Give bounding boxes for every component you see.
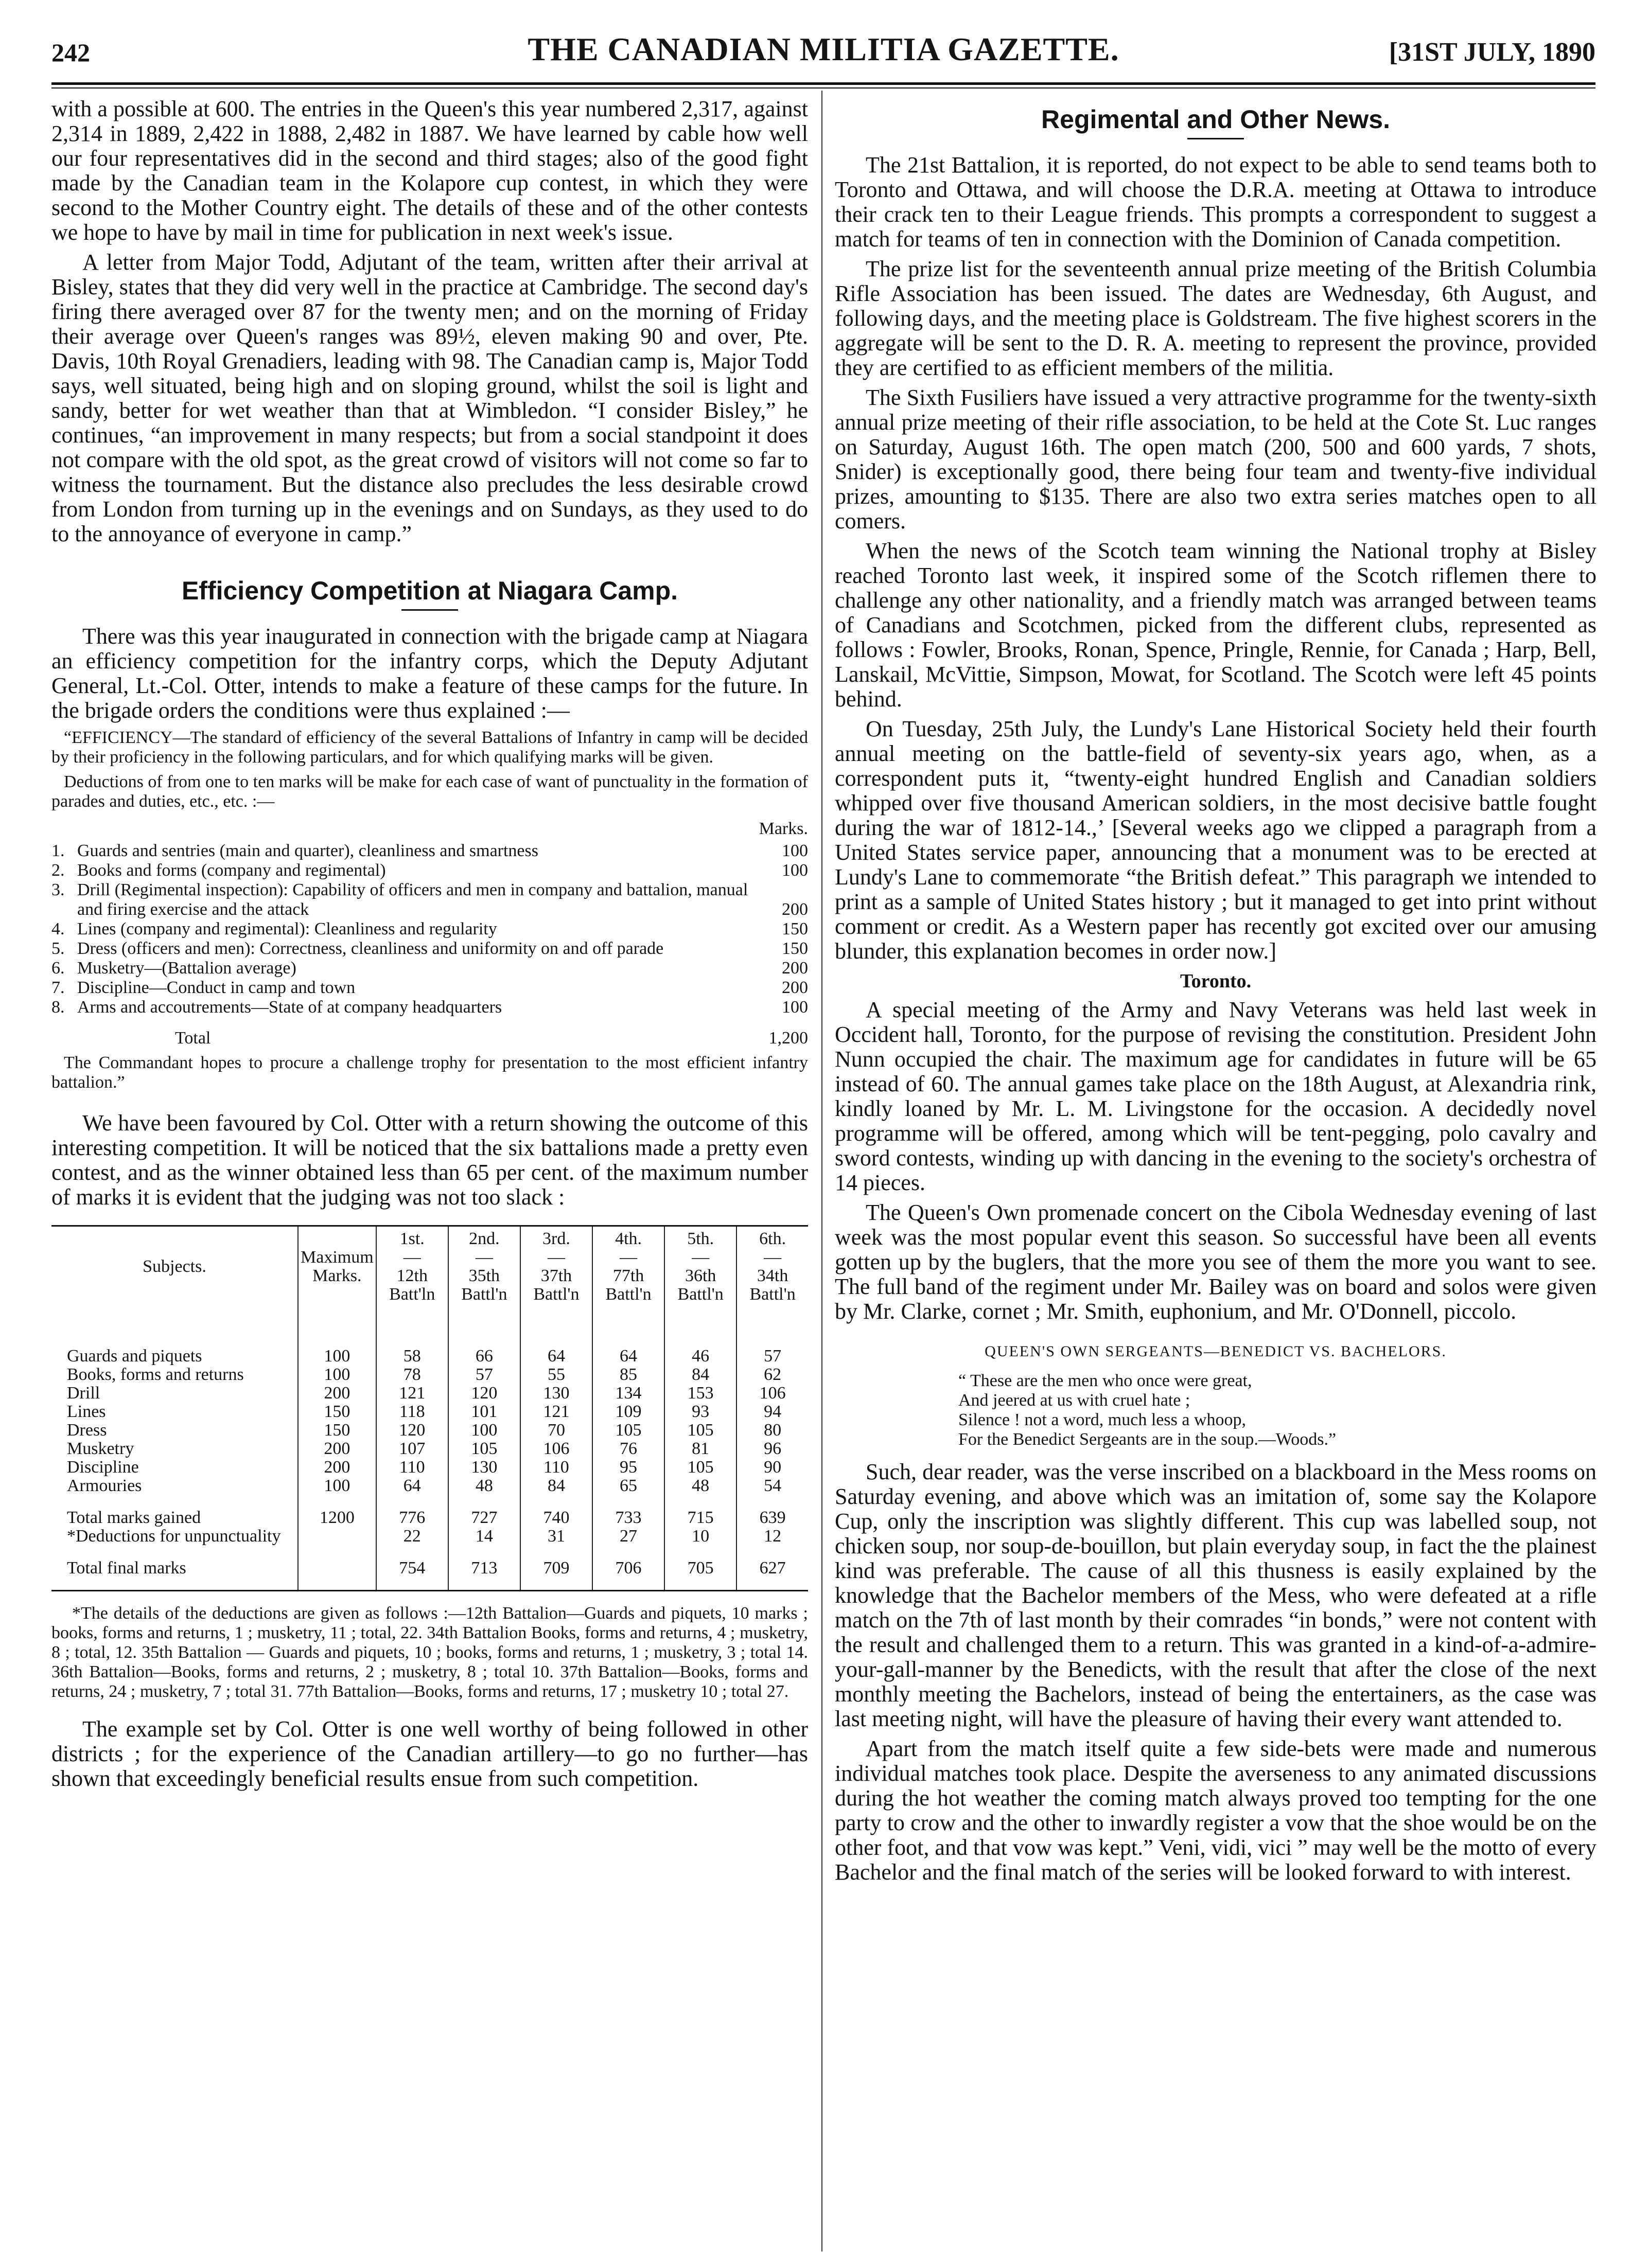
verse-line: For the Benedict Sergeants are in the soup.—Woods.” bbox=[958, 1430, 1337, 1449]
row-value: 80 bbox=[736, 1421, 808, 1440]
row-subject: Armouries bbox=[67, 1476, 142, 1495]
heading-rule bbox=[1187, 138, 1244, 139]
article-paragraph: The Queen's Own promenade concert on the Cibola Wednesday evening of last week was the most popular event this season. So successful have been all events gotten up by the buglers, that the more you see of them the more you want to see. The full band of the regiment under Mr. Bailey was on board and solos were given by Mr. Clarke, cornet ; Mr. Smith, euphonium, and Mr. O'Donnell, piccolo. bbox=[835, 1200, 1597, 1324]
condition-row bbox=[51, 959, 808, 978]
row-value: 740 bbox=[520, 1495, 592, 1527]
battalion-header-rank: 1st. bbox=[399, 1229, 425, 1248]
row-max-marks bbox=[298, 1546, 376, 1591]
row-max-marks: 200 bbox=[298, 1458, 376, 1477]
battalion-header-batt: 35th bbox=[468, 1266, 500, 1285]
condition-number: 8. bbox=[51, 998, 65, 1017]
battalion-column-header bbox=[376, 1226, 448, 1317]
battalion-header-unit: Battl'n bbox=[605, 1285, 652, 1304]
row-subject: Drill bbox=[67, 1384, 100, 1403]
row-subject: Discipline bbox=[67, 1458, 139, 1477]
row-value: 48 bbox=[448, 1477, 520, 1495]
row-value: 62 bbox=[736, 1366, 808, 1384]
row-value: 105 bbox=[664, 1458, 736, 1477]
row-value: 90 bbox=[736, 1458, 808, 1477]
row-value: 65 bbox=[592, 1477, 664, 1495]
table-row bbox=[51, 1403, 808, 1421]
heading-rule bbox=[401, 609, 458, 611]
row-value: 109 bbox=[592, 1403, 664, 1421]
row-value: 121 bbox=[520, 1403, 592, 1421]
row-value: 84 bbox=[520, 1477, 592, 1495]
row-value: 94 bbox=[736, 1403, 808, 1421]
condition-marks: 200 bbox=[782, 900, 808, 919]
condition-row bbox=[51, 861, 808, 880]
header-dash: — bbox=[403, 1248, 421, 1267]
subheading-toronto: Toronto. bbox=[1180, 970, 1252, 992]
condition-marks: 200 bbox=[782, 978, 808, 997]
row-value: 76 bbox=[592, 1440, 664, 1458]
table-row bbox=[51, 1316, 808, 1366]
row-value: 101 bbox=[448, 1403, 520, 1421]
article-paragraph: Such, dear reader, was the verse inscribed on a blackboard in the Mess rooms on Saturday evening, and above which was an imitation of, some say the Kolapore Cup, only the inscription was slightly different. This cup was labelled soup, not chicken soup, nor soup-de-bouillon, but plain everyday soup, in fact the the plainest kind was preferable. The cause of all this thusness is easily explained by the knowledge that the Bachelor members of the Mess, who were defeated at a rifle match on the 7th of last month by their comrades “in bonds,” were not content with the result and challenged them to a return. This was granted in a kind-of-a-admire-your-gall-manner by the Benedicts, with the result that after the close of the next monthly meeting the Bachelors, instead of being the entertainers, as the case was last meeting night, will have the pleasure of having their every want attended to. bbox=[835, 1459, 1597, 1731]
article-paragraph: Apart from the match itself quite a few side-bets were made and numerous individual matches took place. Despite the averseness to any animated discussions during the hot weather the coming match always proved too tempting for the one party to crow and the other to inwardly register a vow that the shoe would be on the other foot, and that vow was kept.” Veni, vidi, vici ” may well be the motto of every Bachelor and the final match of the series will be looked forward to with interest. bbox=[835, 1736, 1597, 1885]
header-dash: — bbox=[547, 1248, 565, 1267]
condition-row bbox=[51, 978, 808, 998]
section-heading-regimental: Regimental and Other News. bbox=[1041, 105, 1390, 134]
row-value: 118 bbox=[376, 1403, 448, 1421]
row-value: 105 bbox=[664, 1421, 736, 1440]
masthead bbox=[51, 31, 1595, 78]
table-row bbox=[51, 1421, 808, 1440]
header-rule bbox=[51, 82, 1595, 85]
battalion-header-rank: 2nd. bbox=[469, 1229, 500, 1248]
battalion-header-unit: Battl'n bbox=[461, 1285, 507, 1304]
battalion-column-header bbox=[736, 1226, 808, 1317]
battalion-header-batt: 37th bbox=[540, 1266, 572, 1285]
article-paragraph: with a possible at 600. The entries in the Queen's this year numbered 2,317, against 2,314 in 1889, 2,422 in 1888, 2,482 in 1887. We have learned by cable how well our four representatives did in the second and third stages; also of the good fight made by the Canadian team in the Kolapore cup contest, in which they were second to the Mother Country eight. The details of these and of the other contests we hope to have by mail in time for publication in next week's issue. bbox=[51, 97, 808, 245]
row-value: 58 bbox=[376, 1316, 448, 1366]
condition-number: 6. bbox=[51, 959, 65, 978]
row-max-marks: 1200 bbox=[298, 1495, 376, 1527]
row-value: 95 bbox=[592, 1458, 664, 1477]
condition-row bbox=[51, 939, 808, 959]
battalion-header-batt: 34th bbox=[757, 1266, 788, 1285]
marks-header: Marks. bbox=[759, 819, 808, 838]
article-paragraph: The 21st Battalion, it is reported, do not expect to be able to send teams both to Toronto and Ottawa, and will choose the D.R.A. meeting at Ottawa to introduce their crack ten to their League friends. This prompts a correspondent to suggest a match for teams of ten in connection with the Dominion of Canada competition. bbox=[835, 152, 1597, 252]
row-subject: Books, forms and returns bbox=[67, 1365, 244, 1384]
total-label: Total bbox=[175, 1029, 211, 1048]
row-value: 709 bbox=[520, 1546, 592, 1591]
max-marks-header: Maximum Marks. bbox=[298, 1226, 376, 1317]
row-value: 70 bbox=[520, 1421, 592, 1440]
row-value: 64 bbox=[592, 1316, 664, 1366]
condition-number: 3. bbox=[51, 880, 65, 899]
footnote: *The details of the deductions are given as follows :—12th Battalion—Guards and piquets, 10 marks ; books, forms and returns, 1 ; musketry, 11 ; total, 22. 34th Battalion Books, forms and returns, 4 ; musketry, 8 ; total, 12. 35th Battalion — Guards and piquets, 10 ; books, forms and returns, 1 ; musketry, 3 ; total 14. 36th Battalion—Books, forms and returns, 2 ; musketry, 8 ; total 10. 37th Battalion—Books, forms and returns, 24 ; musketry, 7 ; total 31. 77th Battalion—Books, forms and returns, 17 ; musketry 10 ; total 27. bbox=[51, 1604, 808, 1701]
row-value: 153 bbox=[664, 1384, 736, 1403]
row-value: 639 bbox=[736, 1495, 808, 1527]
condition-row bbox=[51, 998, 808, 1017]
condition-marks: 100 bbox=[782, 841, 808, 860]
row-value: 120 bbox=[448, 1384, 520, 1403]
quoted-order: The Commandant hopes to procure a challenge trophy for presentation to the most efficient infantry battalion.” bbox=[51, 1053, 808, 1092]
row-value: 93 bbox=[664, 1403, 736, 1421]
header-dash: — bbox=[475, 1248, 493, 1267]
row-value: 727 bbox=[448, 1495, 520, 1527]
battalion-header-rank: 5th. bbox=[687, 1229, 714, 1248]
row-max-marks: 150 bbox=[298, 1403, 376, 1421]
condition-text: Arms and accoutrements—State of at company headquarters bbox=[77, 998, 502, 1017]
row-subject: Musketry bbox=[67, 1439, 134, 1458]
total-value: 1,200 bbox=[768, 1029, 808, 1048]
condition-number: 5. bbox=[51, 939, 65, 958]
condition-text: Books and forms (company and regimental) bbox=[77, 861, 386, 880]
article-paragraph: On Tuesday, 25th July, the Lundy's Lane Historical Society held their fourth annual meeting on the battle-field of seventy-six years ago, when, as a correspondent puts it, “twenty-eight hundred English and Canadian soldiers whipped over five thousand American soldiers, in the most decisive battle fought during the war of 1812-14.,’ [Several weeks ago we clipped a paragraph from a United States service paper, announcing that a monument was to be erected at Lundy's Lane to commemorate “the British defeat.” This paragraph we intended to print as a sample of United States history ; but it managed to get into print without comment or credit. As a Western paper has recently got excited over our amusing blunder, this explanation becomes in order now.] bbox=[835, 716, 1597, 964]
condition-number: 7. bbox=[51, 978, 65, 997]
row-subject: Lines bbox=[67, 1402, 106, 1421]
verse bbox=[958, 1371, 1597, 1449]
row-value: 31 bbox=[520, 1527, 592, 1546]
row-value: 110 bbox=[376, 1458, 448, 1477]
table-row bbox=[51, 1384, 808, 1403]
row-value: 54 bbox=[736, 1477, 808, 1495]
row-value: 130 bbox=[520, 1384, 592, 1403]
right-column bbox=[835, 97, 1597, 2253]
row-value: 46 bbox=[664, 1316, 736, 1366]
battalion-header-unit: Battl'n bbox=[533, 1285, 580, 1304]
row-value: 105 bbox=[448, 1440, 520, 1458]
battalion-header-unit: Battl'n bbox=[749, 1285, 796, 1304]
article-paragraph: The prize list for the seventeenth annual prize meeting of the British Columbia Rifle Association has been issued. The dates are Wednesday, 6th August, and following days, and the meeting place is Goldstream. The five highest scorers in the aggregate will be sent to the D. R. A. meeting to represent the province, provided they are certified to as efficient members of the militia. bbox=[835, 256, 1597, 380]
row-value: 14 bbox=[448, 1527, 520, 1546]
condition-text: Dress (officers and men): Correctness, cleanliness and uniformity on and off parade bbox=[77, 939, 664, 958]
table-row bbox=[51, 1458, 808, 1477]
condition-number: 4. bbox=[51, 919, 65, 938]
verse-line: And jeered at us with cruel hate ; bbox=[958, 1391, 1190, 1410]
battalion-header-batt: 36th bbox=[685, 1266, 716, 1285]
article-paragraph: The example set by Col. Otter is one well worthy of being followed in other districts ; for the experience of the Canadian artillery—to go no further—has shown that exceedingly beneficial results ensue from such competition. bbox=[51, 1716, 808, 1791]
condition-row bbox=[51, 919, 808, 939]
row-max-marks: 100 bbox=[298, 1477, 376, 1495]
condition-text: Musketry—(Battalion average) bbox=[77, 959, 296, 978]
battalion-header-rank: 3rd. bbox=[542, 1229, 570, 1248]
row-value: 81 bbox=[664, 1440, 736, 1458]
row-value: 64 bbox=[376, 1477, 448, 1495]
row-value: 106 bbox=[520, 1440, 592, 1458]
row-subject: Total final marks bbox=[67, 1558, 186, 1578]
row-value: 627 bbox=[736, 1546, 808, 1591]
row-value: 10 bbox=[664, 1527, 736, 1546]
row-value: 12 bbox=[736, 1527, 808, 1546]
battalion-header-rank: 4th. bbox=[615, 1229, 642, 1248]
row-value: 754 bbox=[376, 1546, 448, 1591]
row-max-marks: 100 bbox=[298, 1366, 376, 1384]
table-row bbox=[51, 1495, 808, 1527]
condition-row bbox=[51, 880, 808, 919]
row-subject: *Deductions for unpunctuality bbox=[67, 1527, 281, 1546]
condition-text: Discipline—Conduct in camp and town bbox=[77, 978, 356, 997]
row-value: 55 bbox=[520, 1366, 592, 1384]
row-value: 57 bbox=[448, 1366, 520, 1384]
section-heading-efficiency: Efficiency Competition at Niagara Camp. bbox=[181, 576, 678, 605]
row-value: 120 bbox=[376, 1421, 448, 1440]
condition-text: Guards and sentries (main and quarter), cleanliness and smartness bbox=[77, 841, 538, 860]
battalion-column-header bbox=[448, 1226, 520, 1317]
table-row bbox=[51, 1477, 808, 1495]
quoted-order: “EFFICIENCY—The standard of efficiency of the several Battalions of Infantry in camp will be decided by their proficiency in the following particulars, and for which qualifying marks will be given. bbox=[51, 728, 808, 767]
condition-row bbox=[51, 841, 808, 861]
battalion-column-header bbox=[592, 1226, 664, 1317]
header-rule-thin bbox=[51, 87, 1595, 88]
row-subject: Guards and piquets bbox=[67, 1346, 202, 1366]
column-divider bbox=[821, 91, 822, 2252]
row-max-marks: 100 bbox=[298, 1316, 376, 1366]
row-value: 706 bbox=[592, 1546, 664, 1591]
row-max-marks: 200 bbox=[298, 1384, 376, 1403]
article-paragraph: The Sixth Fusiliers have issued a very attractive programme for the twenty-sixth annual prize meeting of their rifle association, to be held at the Cote St. Luc ranges on Saturday, August 16th. The open match (200, 500 and 600 yards, 7 shots, Snider) is exceptionally good, there being four team and twenty-five individual prizes, amounting to $135. There are also two extra series matches open to all comers. bbox=[835, 385, 1597, 534]
quoted-order: Deductions of from one to ten marks will be make for each case of want of punctuality in the formation of parades and duties, etc., etc. :— bbox=[51, 772, 808, 811]
article-paragraph: When the news of the Scotch team winning the National trophy at Bisley reached Toronto last week, it inspired some of the Scotch riflemen there to challenge any other nationality, and a friendly match was arranged between teams of Canadians and Scotchmen, picked from the different clubs, represented as follows : Fowler, Brooks, Ronan, Spence, Pringle, Rennie, for Canada ; Harp, Bell, Lanskail, McVittie, Simpson, Mowat, for Scotland. The Scotch were left 45 points behind. bbox=[835, 538, 1597, 712]
left-column bbox=[51, 97, 808, 2253]
table-row bbox=[51, 1527, 808, 1546]
verse-line: “ These are the men who once were great, bbox=[958, 1371, 1252, 1390]
header-dash: — bbox=[764, 1248, 782, 1267]
row-value: 705 bbox=[664, 1546, 736, 1591]
article-paragraph: We have been favoured by Col. Otter with a return showing the outcome of this interesting competition. It will be noticed that the six battalions made a pretty even contest, and as the winner obtained less than 65 per cent. of the maximum number of marks it is evident that the judging was not too slack : bbox=[51, 1110, 808, 1210]
article-paragraph: A letter from Major Todd, Adjutant of the team, written after their arrival at Bisley, states that they did very well in the practice at Cambridge. The second day's firing there averaged over 87 for the twenty men; and on the morning of Friday their average over Queen's ranges was 89½, eleven making 90 and over, Pte. Davis, 10th Royal Grenadiers, leading with 98. The Canadian camp is, Major Todd says, well situated, being high and on sloping ground, whilst the soil is light and sandy, better for wet weather than that at Wimbledon. “I consider Bisley,” he continues, “an improvement in many respects; but from a social standpoint it does not compare with the old spot, as the great crowd of visitors will not come so far to witness the tournament. But the distance also precludes the less desirable crowd from London from turning up in the evenings and on Sundays, as they used to do to the annoyance of everyone in camp.” bbox=[51, 250, 808, 546]
row-value: 66 bbox=[448, 1316, 520, 1366]
subjects-header: Subjects. bbox=[143, 1257, 206, 1276]
row-value: 776 bbox=[376, 1495, 448, 1527]
row-value: 78 bbox=[376, 1366, 448, 1384]
header-dash: — bbox=[620, 1248, 638, 1267]
article-paragraph: There was this year inaugurated in connection with the brigade camp at Niagara an efficiency competition for the infantry corps, which the Deputy Adjutant General, Lt.-Col. Otter, intends to make a feature of these camps for the future. In the brigade orders the conditions were thus explained :— bbox=[51, 624, 808, 723]
condition-number: 1. bbox=[51, 841, 65, 860]
battalion-header-unit: Batt'ln bbox=[389, 1285, 435, 1304]
row-value: 121 bbox=[376, 1384, 448, 1403]
publication-title: THE CANADIAN MILITIA GAZETTE. bbox=[528, 31, 1119, 67]
row-value: 84 bbox=[664, 1366, 736, 1384]
battalion-header-batt: 77th bbox=[612, 1266, 644, 1285]
issue-date: [31ST JULY, 1890 bbox=[1389, 38, 1595, 67]
condition-marks: 100 bbox=[782, 861, 808, 880]
battalion-header-batt: 12th bbox=[396, 1266, 428, 1285]
condition-marks: 100 bbox=[782, 998, 808, 1017]
row-value: 105 bbox=[592, 1421, 664, 1440]
condition-text: Lines (company and regimental): Cleanliness and regularity bbox=[77, 919, 497, 938]
verse-line: Silence ! not a word, much less a whoop, bbox=[958, 1410, 1246, 1429]
row-value: 713 bbox=[448, 1546, 520, 1591]
row-value: 134 bbox=[592, 1384, 664, 1403]
condition-marks: 200 bbox=[782, 959, 808, 978]
row-max-marks bbox=[298, 1527, 376, 1546]
row-value: 85 bbox=[592, 1366, 664, 1384]
results-table bbox=[51, 1225, 808, 1591]
row-value: 106 bbox=[736, 1384, 808, 1403]
row-value: 100 bbox=[448, 1421, 520, 1440]
conditions-total bbox=[51, 1029, 808, 1048]
table-row bbox=[51, 1366, 808, 1384]
row-value: 107 bbox=[376, 1440, 448, 1458]
condition-marks: 150 bbox=[782, 919, 808, 938]
row-value: 733 bbox=[592, 1495, 664, 1527]
table-row bbox=[51, 1440, 808, 1458]
header-dash: — bbox=[692, 1248, 710, 1267]
condition-number: 2. bbox=[51, 861, 65, 880]
row-max-marks: 200 bbox=[298, 1440, 376, 1458]
condition-marks: 150 bbox=[782, 939, 808, 958]
conditions-table bbox=[51, 841, 808, 1017]
battalion-column-header bbox=[664, 1226, 736, 1317]
row-subject: Dress bbox=[67, 1421, 107, 1440]
row-value: 130 bbox=[448, 1458, 520, 1477]
row-value: 57 bbox=[736, 1316, 808, 1366]
article-paragraph: A special meeting of the Army and Navy Veterans was held last week in Occident hall, Toronto, for the purpose of revising the constitution. President John Nunn occupied the chair. The maximum age for candidates in future will be 65 instead of 60. The annual games take place on the 18th August, at Alexandria rink, kindly loaned by Mr. L. M. Livingstone for the occasion. A decidedly novel programme will be offered, among which will be tent-pegging, polo cavalry and sword contests, winding up with dancing in the evening to the society's orchestra of 14 pieces. bbox=[835, 997, 1597, 1195]
row-max-marks: 150 bbox=[298, 1421, 376, 1440]
row-value: 110 bbox=[520, 1458, 592, 1477]
row-value: 64 bbox=[520, 1316, 592, 1366]
subheading-sergeants: QUEEN'S OWN SERGEANTS—BENEDICT VS. BACHELORS. bbox=[985, 1343, 1447, 1360]
row-value: 27 bbox=[592, 1527, 664, 1546]
row-value: 715 bbox=[664, 1495, 736, 1527]
battalion-column-header bbox=[520, 1226, 592, 1317]
battalion-header-unit: Battl'n bbox=[677, 1285, 724, 1304]
row-value: 22 bbox=[376, 1527, 448, 1546]
page-number: 242 bbox=[51, 38, 90, 67]
condition-text: Drill (Regimental inspection): Capability of officers and men in company and battalion, manual and firing exercise and the attack bbox=[77, 880, 748, 919]
row-subject: Total marks gained bbox=[67, 1508, 201, 1527]
table-row bbox=[51, 1546, 808, 1591]
row-value: 48 bbox=[664, 1477, 736, 1495]
row-value: 96 bbox=[736, 1440, 808, 1458]
battalion-header-rank: 6th. bbox=[759, 1229, 786, 1248]
